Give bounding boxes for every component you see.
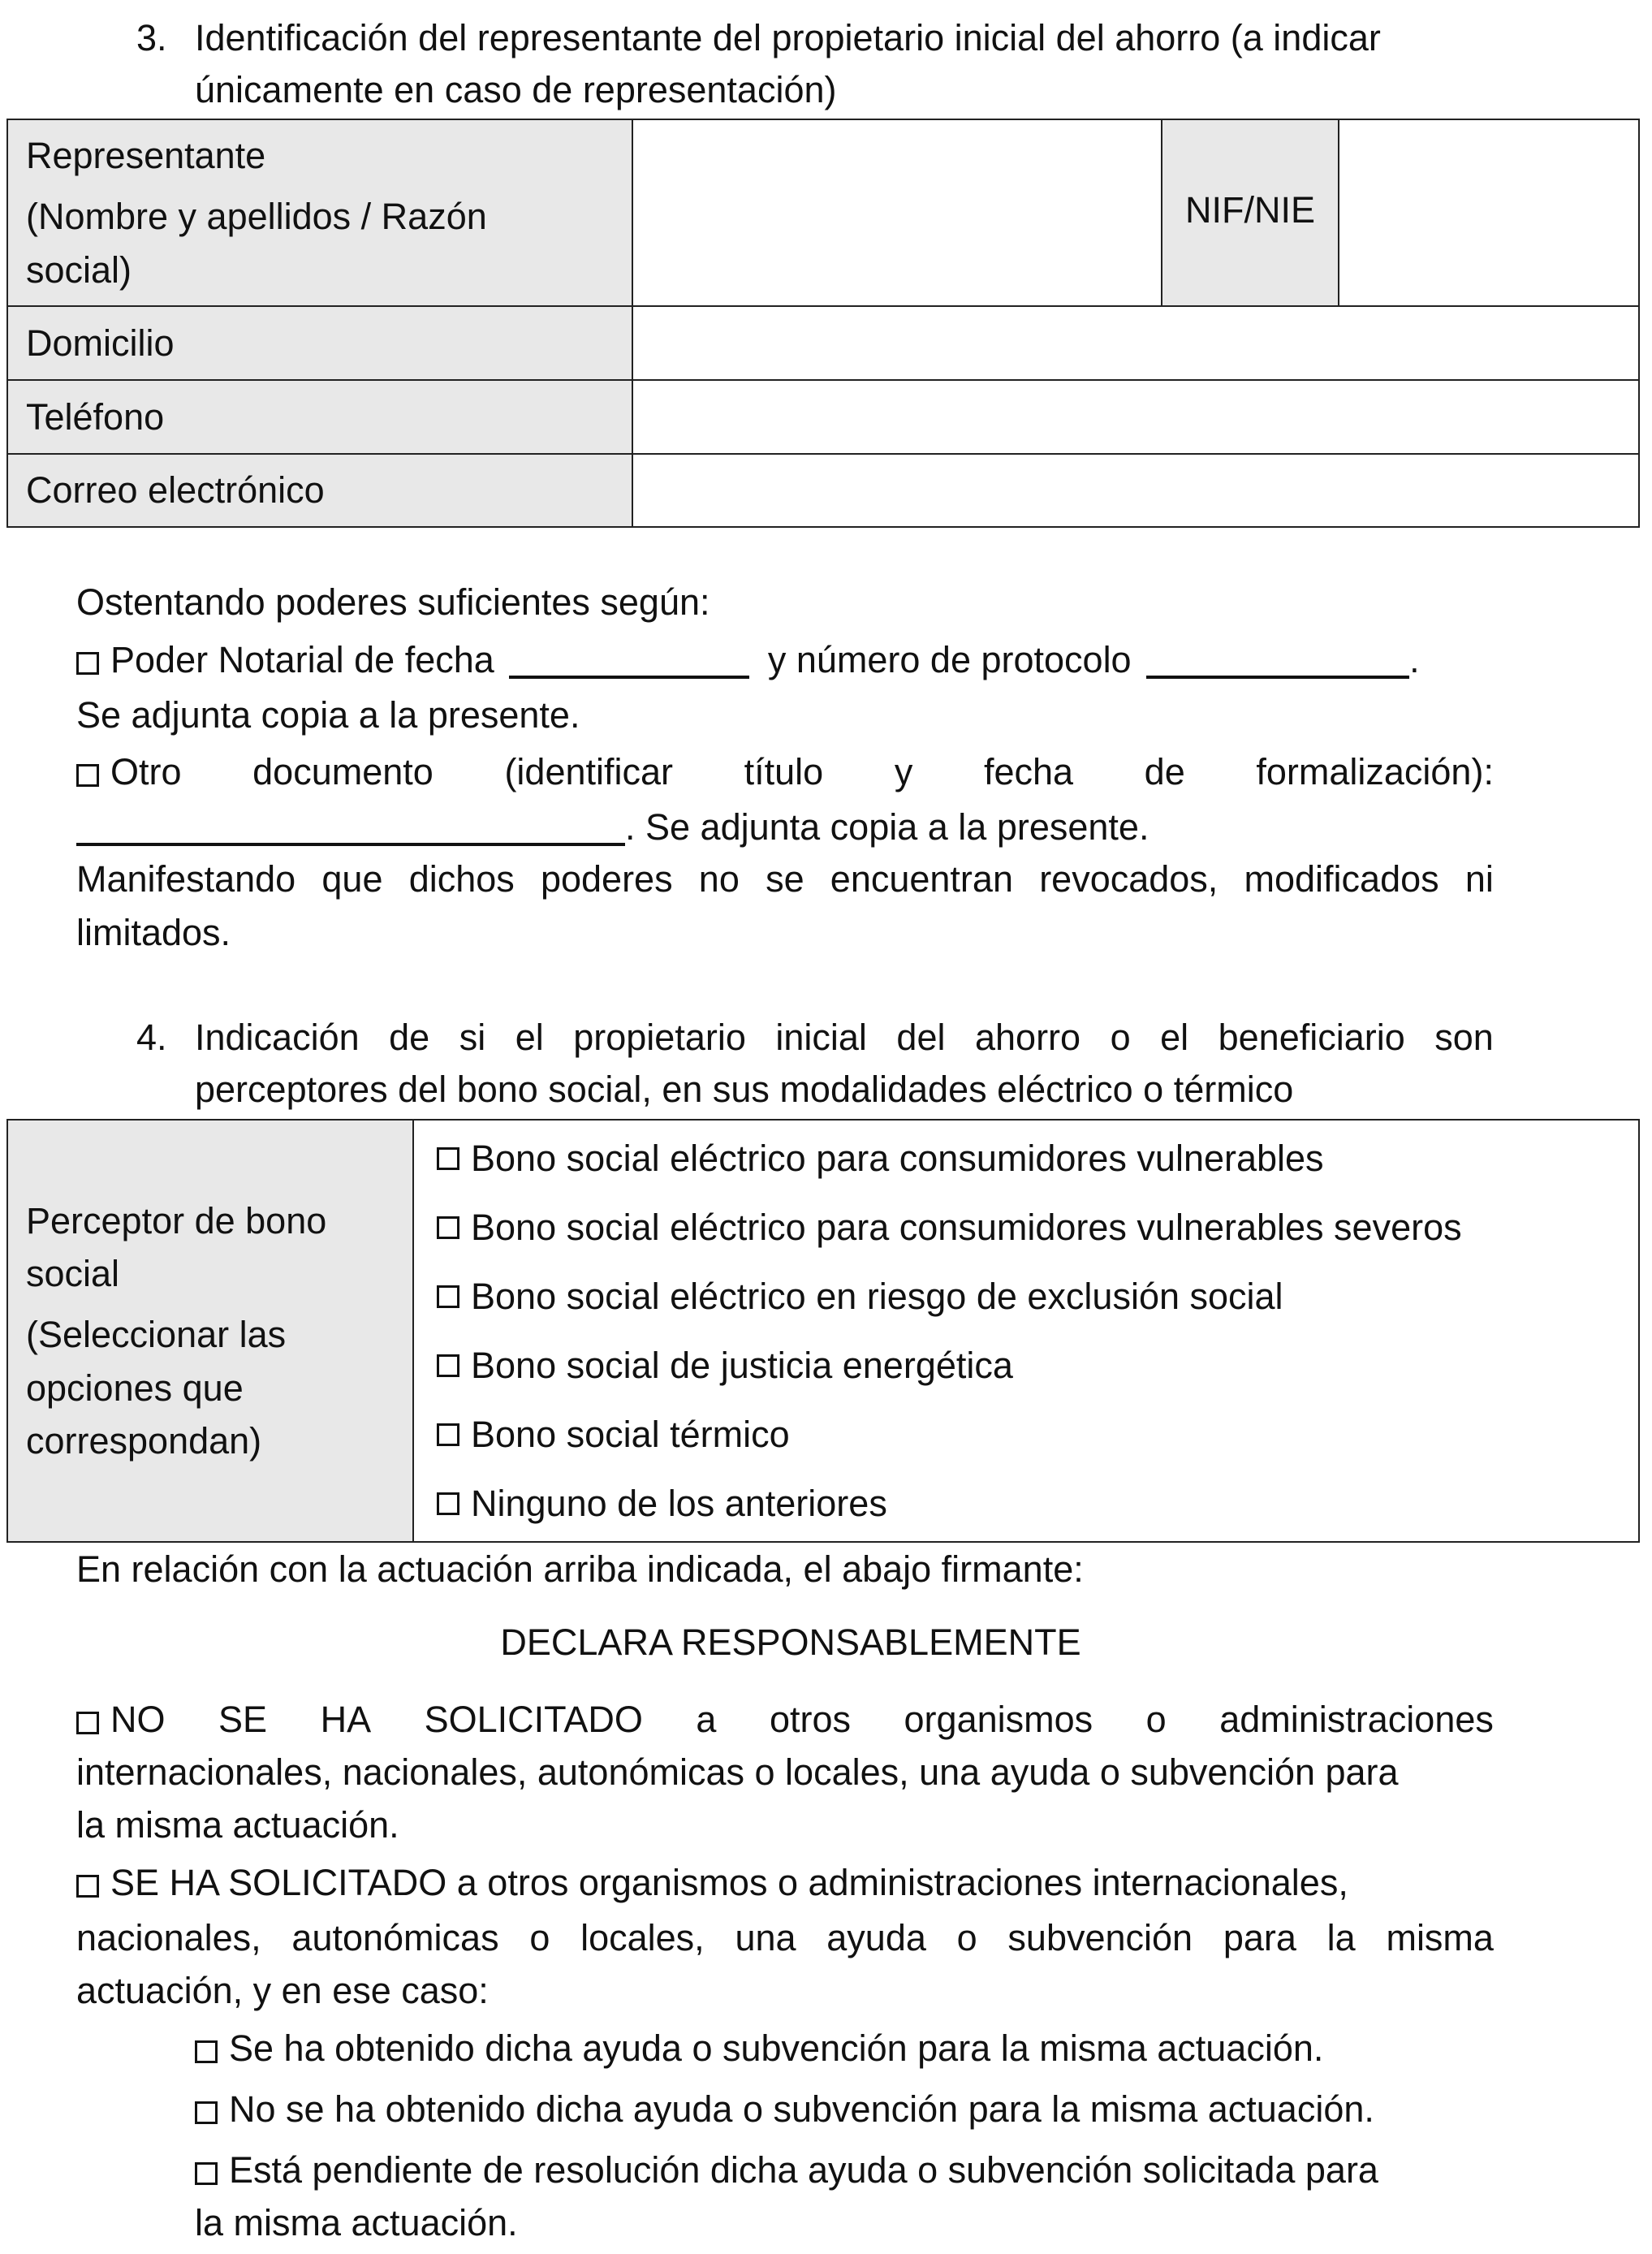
pending-option: Está pendiente de resolución dicha ayuda o subvención solicitada para	[195, 2144, 1378, 2196]
checkbox[interactable]	[437, 1285, 459, 1308]
telefono-field[interactable]	[632, 380, 1639, 454]
checkbox[interactable]	[437, 1423, 459, 1446]
obtained-option: Se ha obtenido dicha ayuda o subvención para la misma actuación.	[195, 2022, 1323, 2075]
manifest-line2: limitados.	[76, 912, 231, 953]
other-document-checkbox[interactable]	[76, 764, 99, 787]
section3-number: 3.	[136, 17, 167, 58]
protocol-number-blank[interactable]	[1146, 640, 1409, 679]
notarial-date-blank[interactable]	[509, 640, 749, 679]
telefono-label: Teléfono	[7, 380, 632, 454]
not-requested-checkbox[interactable]	[76, 1712, 99, 1734]
not-requested-line3: la misma actuación.	[76, 1804, 399, 1846]
nif-nie-field[interactable]	[1339, 119, 1639, 306]
not-requested-line1: NO SE HA SOLICITADO a otros organismos o administraciones	[76, 1693, 1494, 1746]
correo-label: Correo electrónico	[7, 454, 632, 527]
manifest-line1: Manifestando que dichos poderes no se encuentran revocados, modificados ni	[76, 858, 1494, 900]
correo-field[interactable]	[632, 454, 1639, 527]
social-bonus-option[interactable]: Bono social eléctrico para consumidores vulnerables severos	[437, 1193, 1638, 1262]
checkbox[interactable]	[437, 1147, 459, 1170]
not-obtained-checkbox[interactable]	[195, 2101, 218, 2124]
social-bonus-options	[413, 1120, 1639, 1542]
section4-title-line1: Indicación de si el propietario inicial del ahorro o el beneficiario son	[195, 1017, 1494, 1058]
attached-copy-1: Se adjunta copia a la presente.	[76, 694, 580, 736]
social-bonus-option[interactable]: Bono social eléctrico en riesgo de exclusión social	[437, 1262, 1638, 1331]
representative-table	[6, 119, 1640, 528]
social-bonus-label: Perceptor de bono social (Seleccionar las opciones que correspondan)	[7, 1120, 413, 1542]
obtained-checkbox[interactable]	[195, 2040, 218, 2063]
section3-title-line2: únicamente en caso de representación)	[195, 69, 837, 110]
requested-checkbox[interactable]	[76, 1875, 99, 1898]
other-document-fill-line: . Se adjunta copia a la presente.	[76, 801, 1149, 853]
not-requested-line2: internacionales, nacionales, autonómicas o locales, una ayuda o subvención para	[76, 1751, 1399, 1793]
social-bonus-option[interactable]: Bono social eléctrico para consumidores vulnerables	[437, 1124, 1638, 1193]
other-document-blank[interactable]	[76, 807, 625, 846]
requested-line2: nacionales, autonómicas o locales, una ayuda o subvención para la misma	[76, 1917, 1494, 1958]
checkbox[interactable]	[437, 1216, 459, 1239]
social-bonus-option[interactable]: Ninguno de los anteriores	[437, 1469, 1638, 1538]
representative-label: Representante (Nombre y apellidos / Razón social)	[7, 119, 632, 306]
pending-option-line2: la misma actuación.	[195, 2202, 518, 2243]
other-document-line: Otro documento (identificar título y fecha de formalización):	[76, 745, 1494, 798]
notarial-power-line: Poder Notarial de fecha y número de protocolo .	[76, 633, 1420, 686]
nif-nie-label: NIF/NIE	[1162, 119, 1339, 306]
domicilio-field[interactable]	[632, 306, 1639, 380]
social-bonus-table	[6, 1119, 1640, 1543]
powers-intro: Ostentando poderes suficientes según:	[76, 581, 710, 623]
requested-line1: SE HA SOLICITADO a otros organismos o administraciones internacionales,	[76, 1856, 1348, 1909]
section4-title-line2: perceptores del bono social, en sus modalidades eléctrico o térmico	[195, 1069, 1294, 1110]
checkbox[interactable]	[437, 1354, 459, 1377]
notarial-power-checkbox[interactable]	[76, 652, 99, 675]
declaration-heading: DECLARA RESPONSABLEMENTE	[500, 1621, 1081, 1663]
pending-checkbox[interactable]	[195, 2162, 218, 2185]
representative-name-field[interactable]	[632, 119, 1162, 306]
not-obtained-option: No se ha obtenido dicha ayuda o subvención para la misma actuación.	[195, 2083, 1374, 2135]
section4-number: 4.	[136, 1017, 167, 1058]
declaration-relation: En relación con la actuación arriba indicada, el abajo firmante:	[76, 1548, 1084, 1590]
social-bonus-option[interactable]: Bono social de justicia energética	[437, 1331, 1638, 1400]
requested-line3: actuación, y en ese caso:	[76, 1970, 489, 2011]
domicilio-label: Domicilio	[7, 306, 632, 380]
section3-title-line1: Identificación del representante del propietario inicial del ahorro (a indicar	[195, 17, 1381, 58]
checkbox[interactable]	[437, 1492, 459, 1515]
social-bonus-option[interactable]: Bono social térmico	[437, 1400, 1638, 1469]
